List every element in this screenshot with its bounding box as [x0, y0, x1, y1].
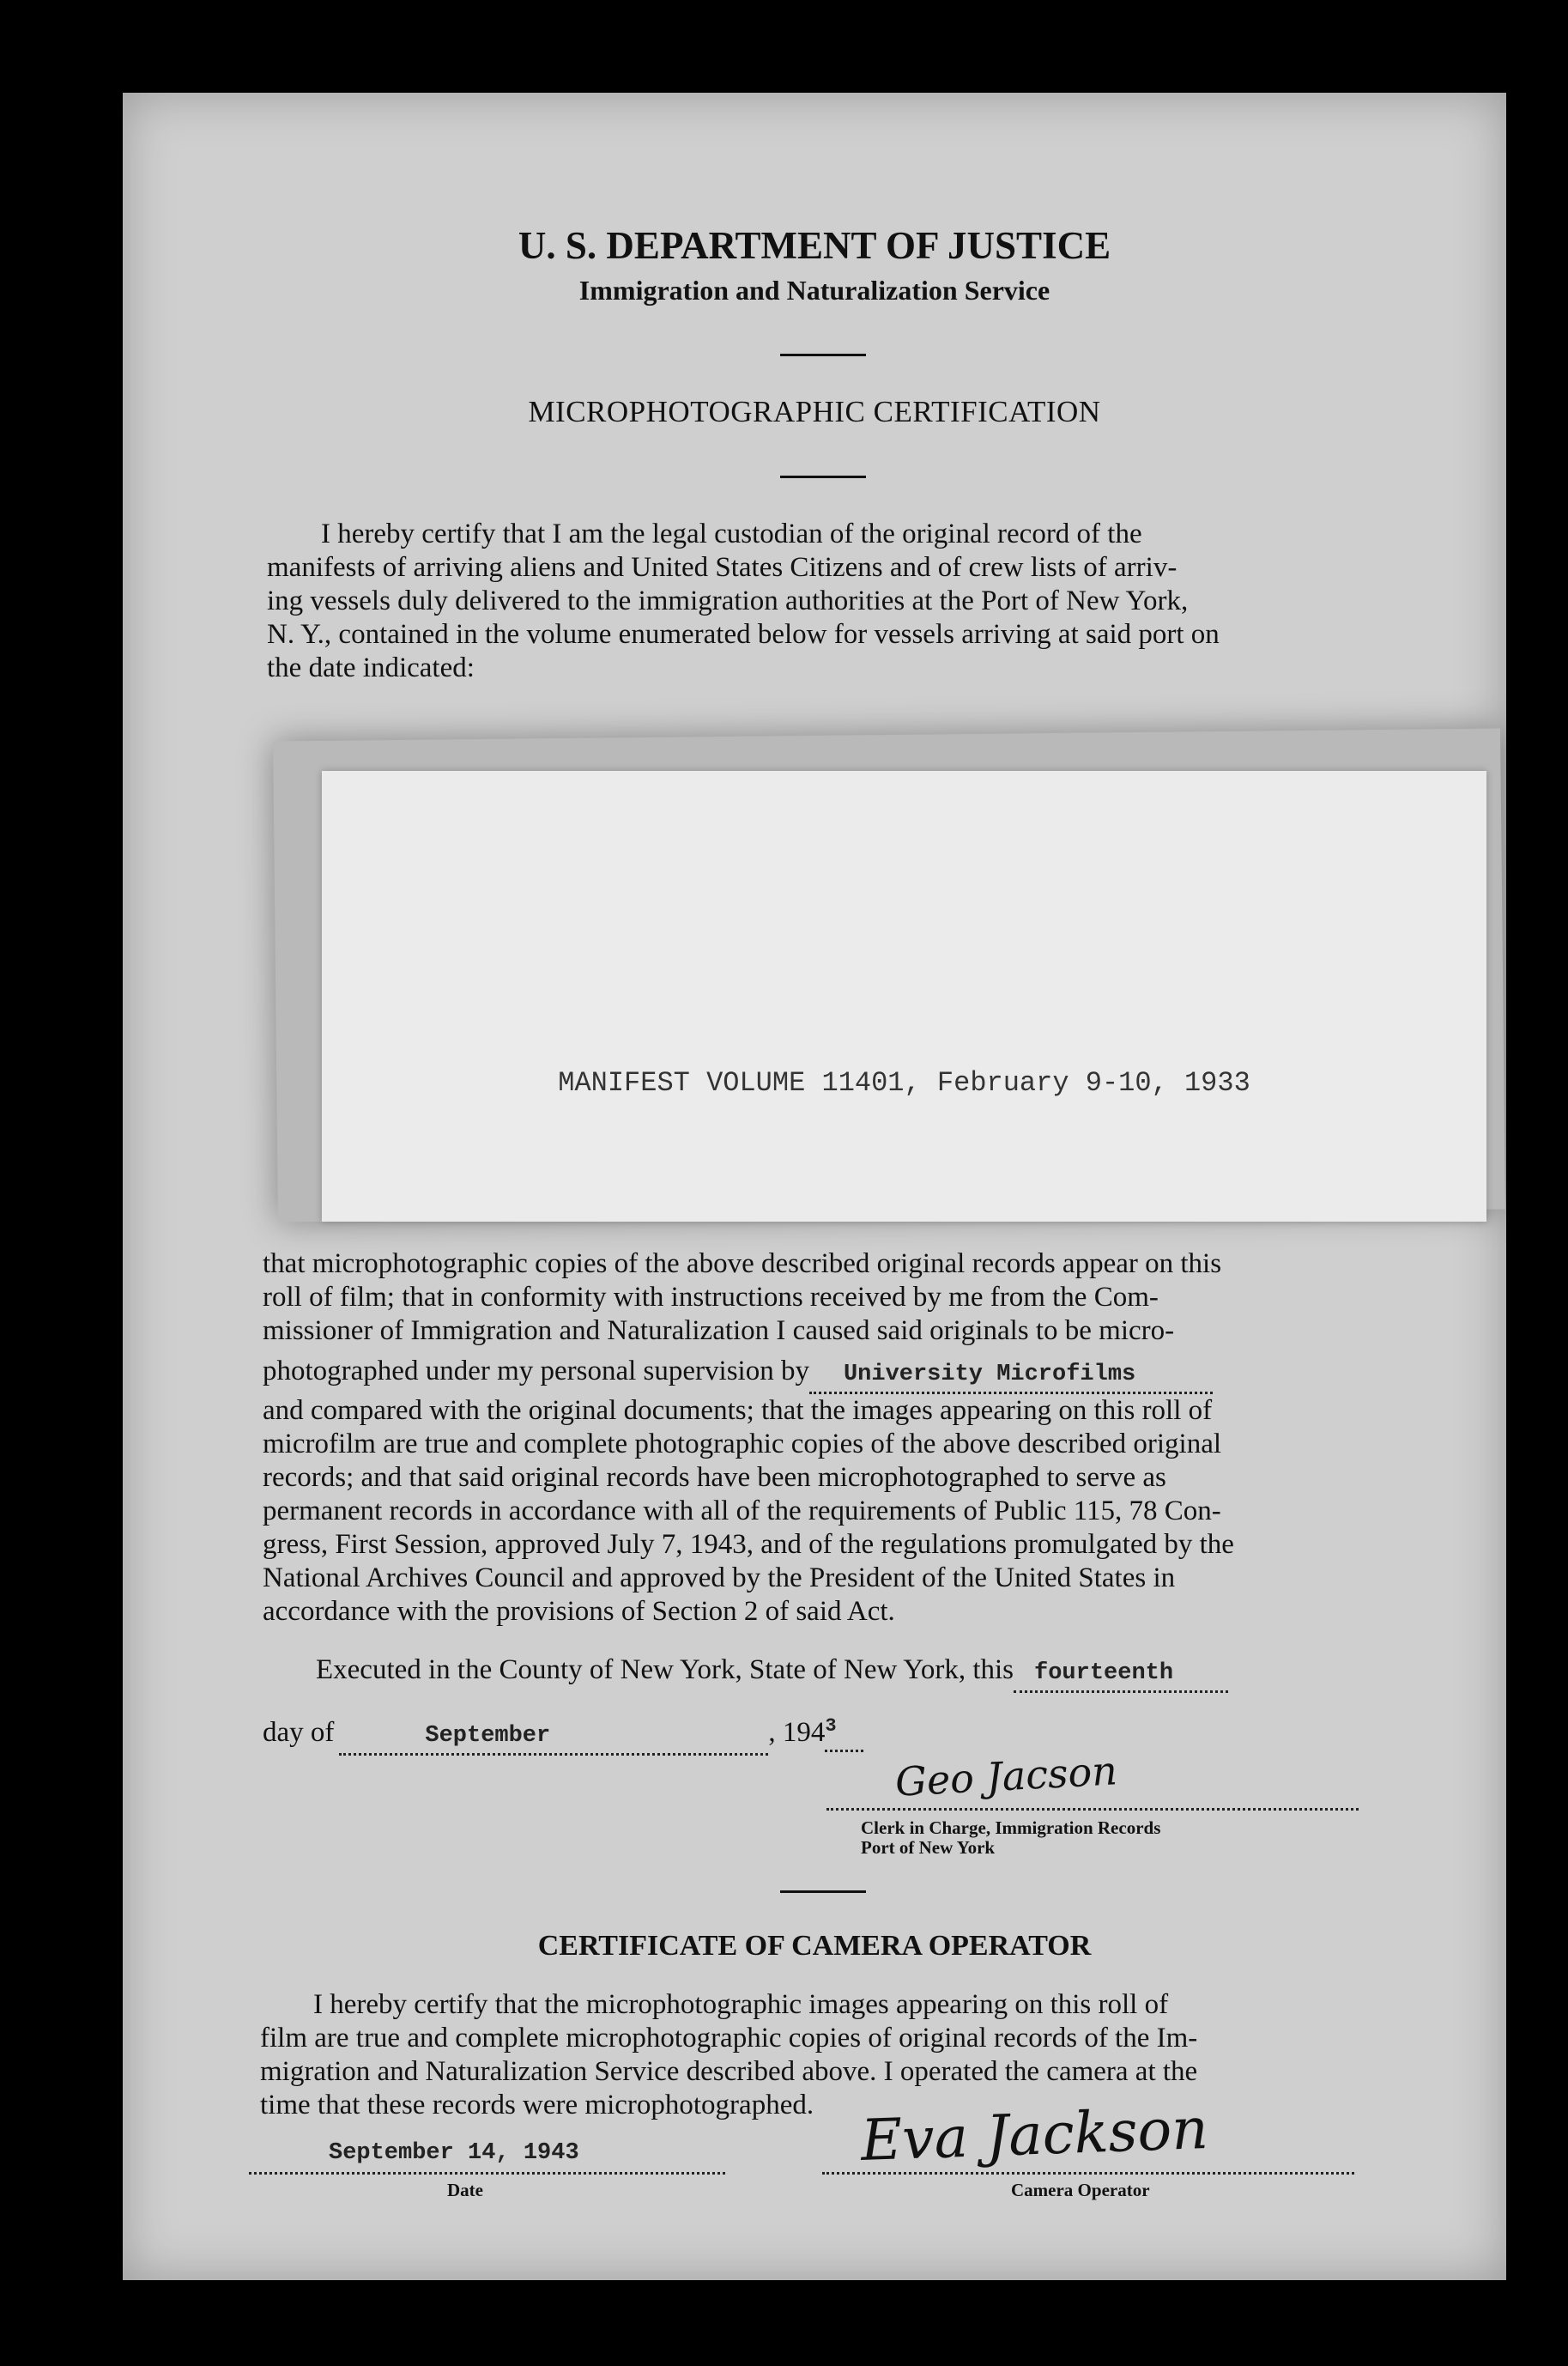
divider-rule: [780, 354, 866, 356]
date-label: Date: [447, 2180, 483, 2200]
supervision-prefix: photographed under my personal supervision by: [263, 1356, 809, 1386]
body-line: National Archives Council and approved by the President of the United States in: [263, 1562, 1176, 1593]
body-line: microfilm are true and complete photographic copies of the above described original: [263, 1429, 1222, 1459]
divider-rule: [780, 476, 866, 478]
supervision-line: [263, 1355, 1492, 1394]
body-line: that microphotographic copies of the above described original records appear on this: [263, 1248, 1222, 1279]
camera-line: film are true and complete microphotographic copies of original records of the Im-: [260, 2023, 1198, 2054]
clerk-signature-line: [826, 1808, 1359, 1811]
body-line: permanent records in accordance with all of the requirements of Public 115, 78 Con-: [263, 1495, 1221, 1526]
divider-rule: [780, 1890, 866, 1893]
supervision-fill: [809, 1355, 1213, 1394]
month-fill: [339, 1716, 768, 1756]
day-of-line: [263, 1709, 863, 1756]
year-fill: [825, 1709, 863, 1752]
clerk-caption-line: Clerk in Charge, Immigration Records: [861, 1817, 1161, 1838]
department-heading: U. S. DEPARTMENT OF JUSTICE: [518, 224, 1111, 267]
clerk-caption-line: Port of New York: [861, 1837, 996, 1858]
body-line: accordance with the provisions of Section 2 of said Act.: [263, 1596, 895, 1627]
intro-line: N. Y., contained in the volume enumerated below for vessels arriving at said port on: [267, 619, 1220, 650]
day-of-label: day of: [263, 1717, 335, 1748]
intro-line: the date indicated:: [267, 652, 475, 683]
body-line: and compared with the original documents; that the images appearing on this roll of: [263, 1395, 1213, 1426]
manifest-slip: [322, 771, 1486, 1222]
date-value: September 14, 1943: [329, 2140, 579, 2166]
camera-line: migration and Naturalization Service described above. I operated the camera at the: [260, 2056, 1198, 2087]
operator-label: Camera Operator: [1011, 2180, 1150, 2200]
executed-prefix: Executed in the County of New York, State of New York, this: [316, 1654, 1014, 1685]
supervision-value: University Microfilms: [843, 1362, 1136, 1387]
operator-signature: Eva Jackson: [859, 2095, 1209, 2175]
service-subheading: Immigration and Naturalization Service: [578, 275, 1050, 306]
month-value: September: [425, 1723, 551, 1749]
manifest-volume-text: MANIFEST VOLUME 11401, February 9-10, 1933: [558, 1067, 1250, 1099]
body-line: records; and that said original records have been microphotographed to serve as: [263, 1462, 1166, 1493]
day-value: fourteenth: [1034, 1660, 1174, 1686]
year-prefix: , 194: [768, 1717, 826, 1748]
intro-line: ing vessels duly delivered to the immigration authorities at the Port of New York,: [267, 585, 1189, 616]
camera-line: I hereby certify that the microphotographic images appearing on this roll of: [313, 1989, 1169, 2020]
intro-paragraph: [267, 518, 1503, 685]
executed-line: [316, 1653, 1228, 1693]
date-line: [249, 2172, 725, 2175]
body-line: roll of film; that in conformity with instructions received by me from the Com-: [263, 1282, 1159, 1313]
certification-title: MICROPHOTOGRAPHIC CERTIFICATION: [528, 395, 1101, 428]
operator-signature-line: [822, 2172, 1354, 2175]
camera-line: time that these records were microphotographed.: [260, 2090, 814, 2120]
year-digit: 3: [825, 1715, 837, 1737]
body-line: missioner of Immigration and Naturalization I caused said originals to be micro-: [263, 1315, 1175, 1346]
body-line: gress, First Session, approved July 7, 1943, and of the regulations promulgated by the: [263, 1529, 1234, 1560]
certificate-sheet: [123, 93, 1506, 2280]
intro-line: I hereby certify that I am the legal custodian of the original record of the: [321, 519, 1142, 549]
camera-heading: CERTIFICATE OF CAMERA OPERATOR: [537, 1930, 1092, 1962]
day-fill: [1014, 1653, 1228, 1693]
camera-paragraph: [260, 1988, 1486, 2122]
intro-line: manifests of arriving aliens and United States Citizens and of crew lists of arriv-: [267, 552, 1178, 583]
clerk-caption: [861, 1818, 1160, 1858]
body-paragraph: [263, 1247, 1492, 1629]
clerk-signature: Geo Jacson: [893, 1747, 1119, 1805]
